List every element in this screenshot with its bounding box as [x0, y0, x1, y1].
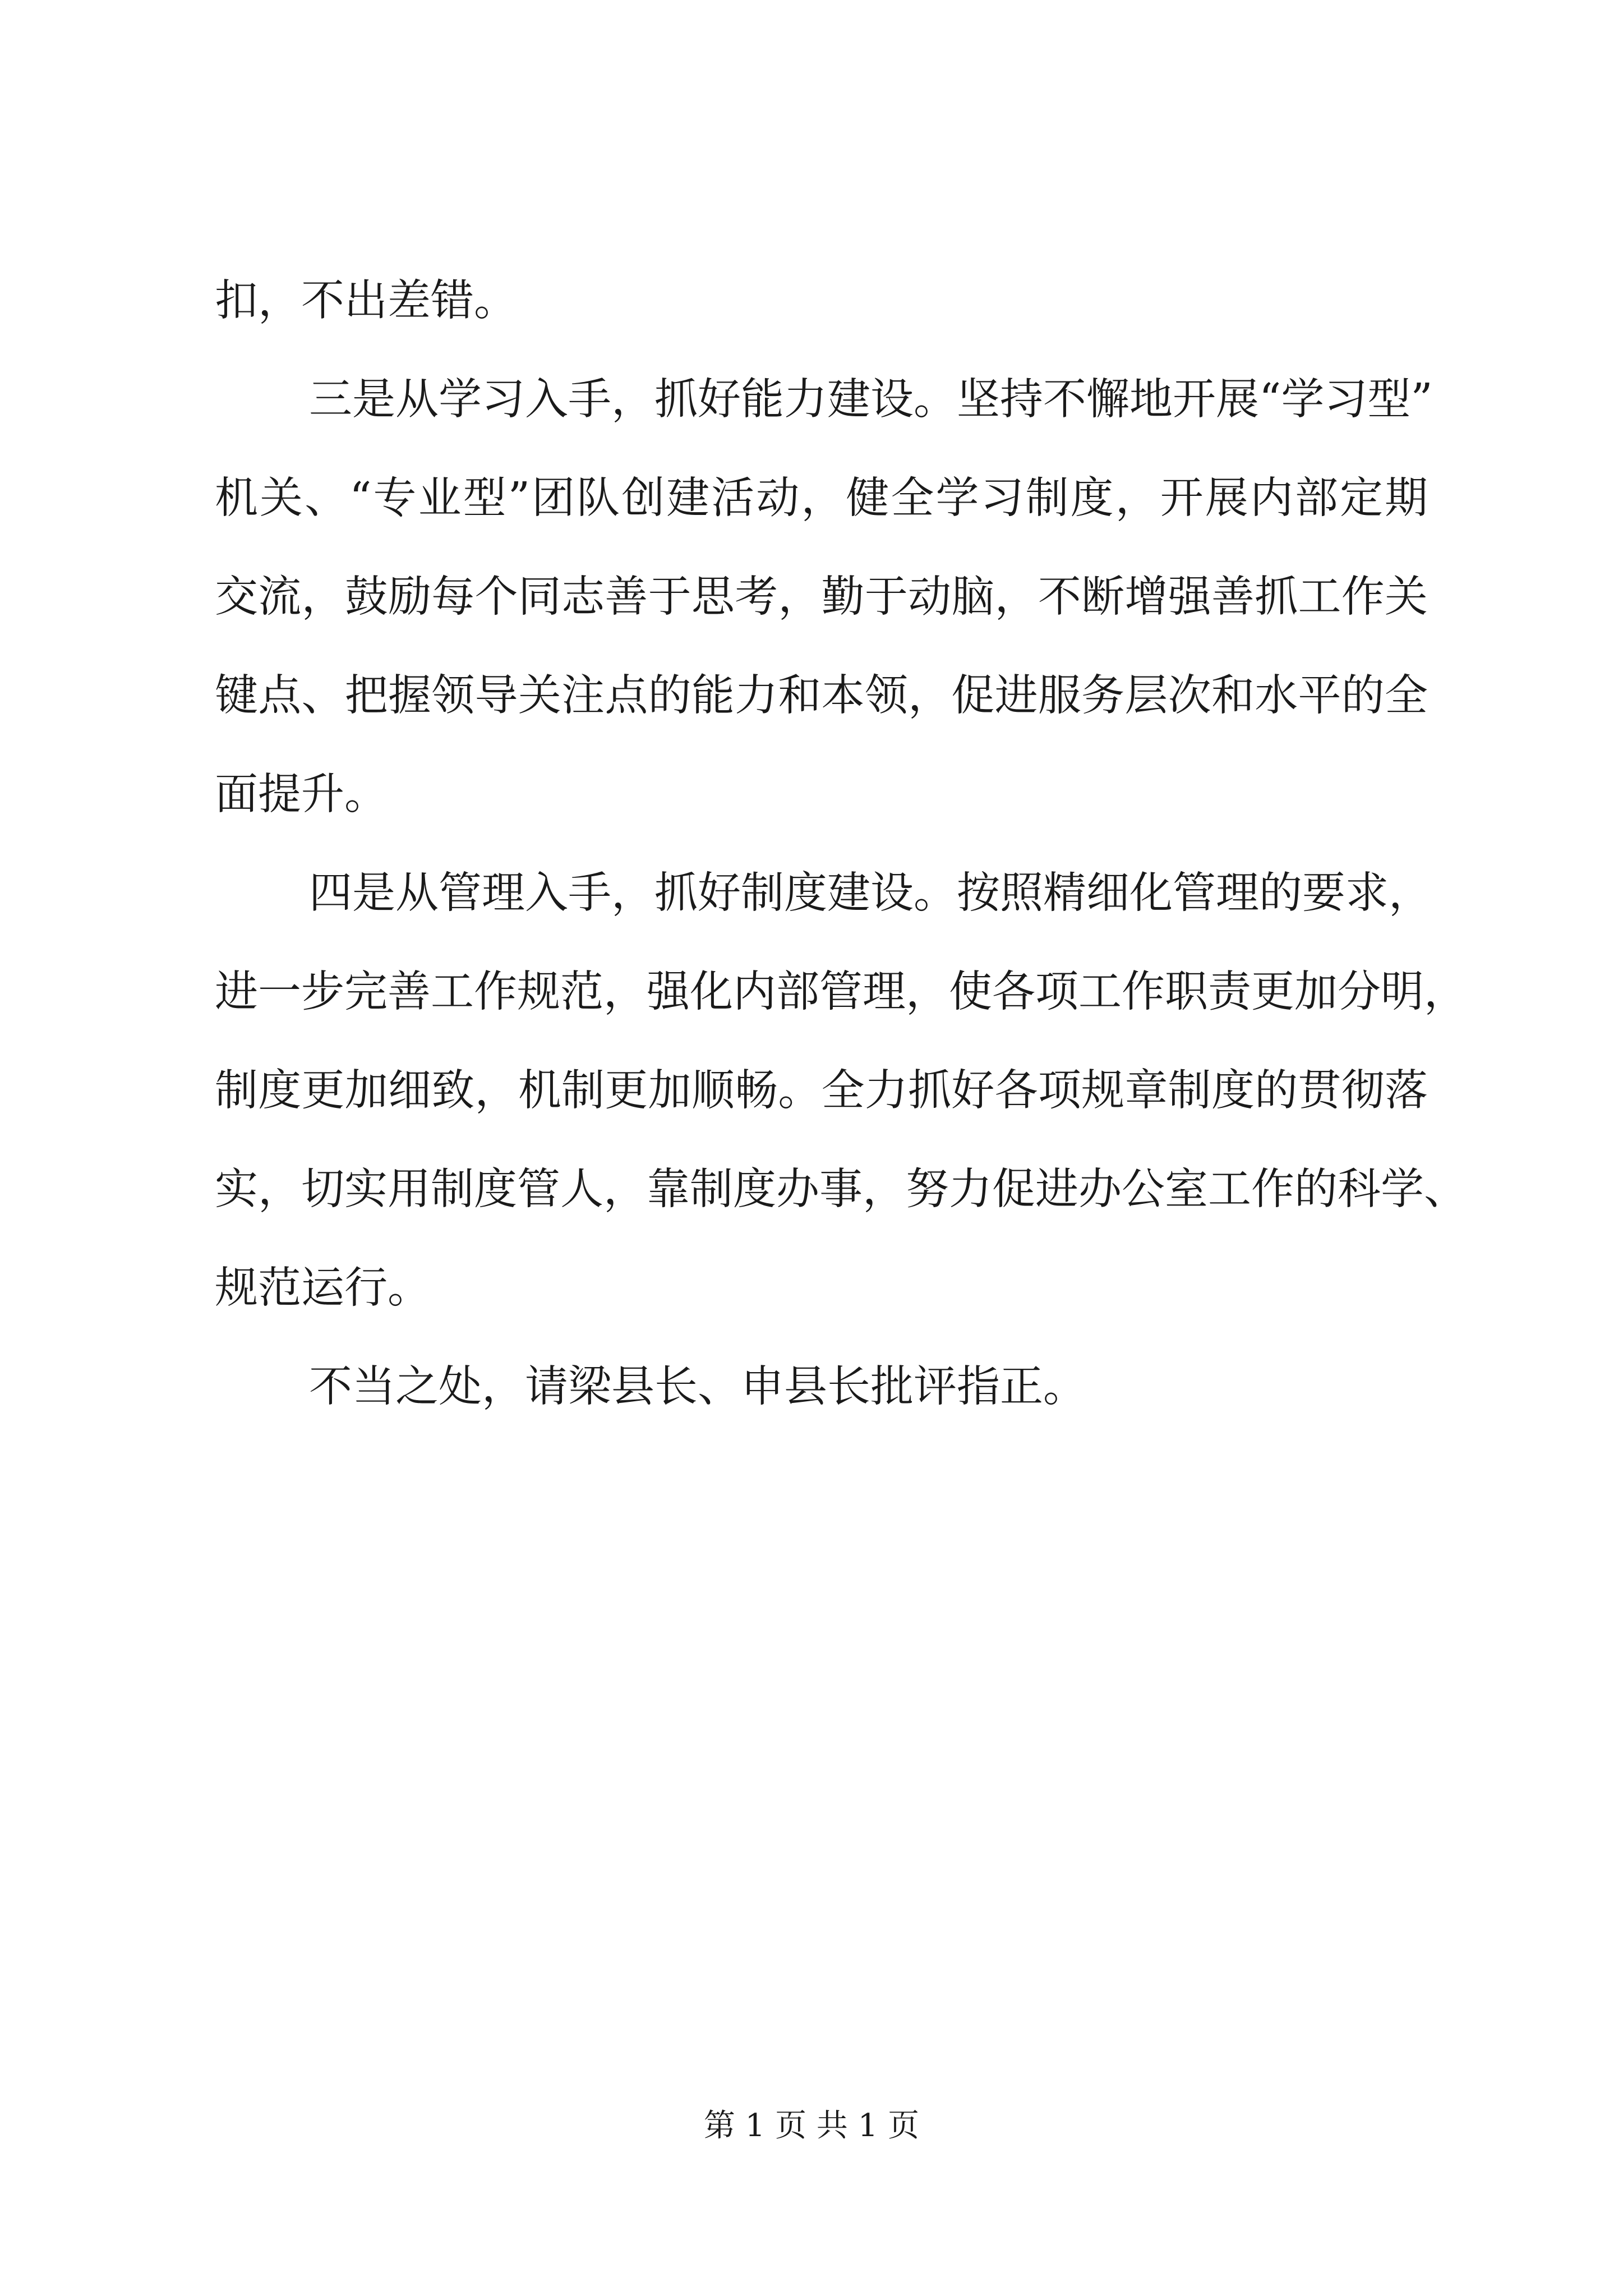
paragraph-line: 四是从管理入手，抓好制度建设。按照精细化管理的要求， [309, 868, 1432, 918]
page-footer: 第 1 页 共 1 页 [703, 2108, 920, 2144]
paragraph-line: 扣，不出差错。 [215, 276, 517, 326]
paragraph-line: 不当之处，请梁县长、申县长批评指正。 [309, 1362, 1086, 1412]
paragraph-line: 实，切实用制度管人，靠制度办事，努力促进办公室工作的科学、 [215, 1165, 1467, 1214]
paragraph-line: 交流，鼓励每个同志善于思考，勤于动脑，不断增强善抓工作关 [215, 572, 1428, 622]
paragraph-line: 机关、“专业型”团队创建活动，健全学习制度，开展内部定期 [215, 473, 1428, 523]
paragraph-line: 三是从学习入手，抓好能力建设。坚持不懈地开展“学习型” [309, 375, 1433, 425]
paragraph-line: 面提升。 [215, 770, 388, 820]
paragraph-line: 制度更加细致，机制更加顺畅。全力抓好各项规章制度的贯彻落 [215, 1066, 1428, 1116]
paragraph-line: 进一步完善工作规范，强化内部管理，使各项工作职责更加分明， [215, 967, 1467, 1017]
paragraph-line: 键点、把握领导关注点的能力和本领，促进服务层次和水平的全 [215, 671, 1428, 721]
paragraph-line: 规范运行。 [215, 1263, 431, 1313]
